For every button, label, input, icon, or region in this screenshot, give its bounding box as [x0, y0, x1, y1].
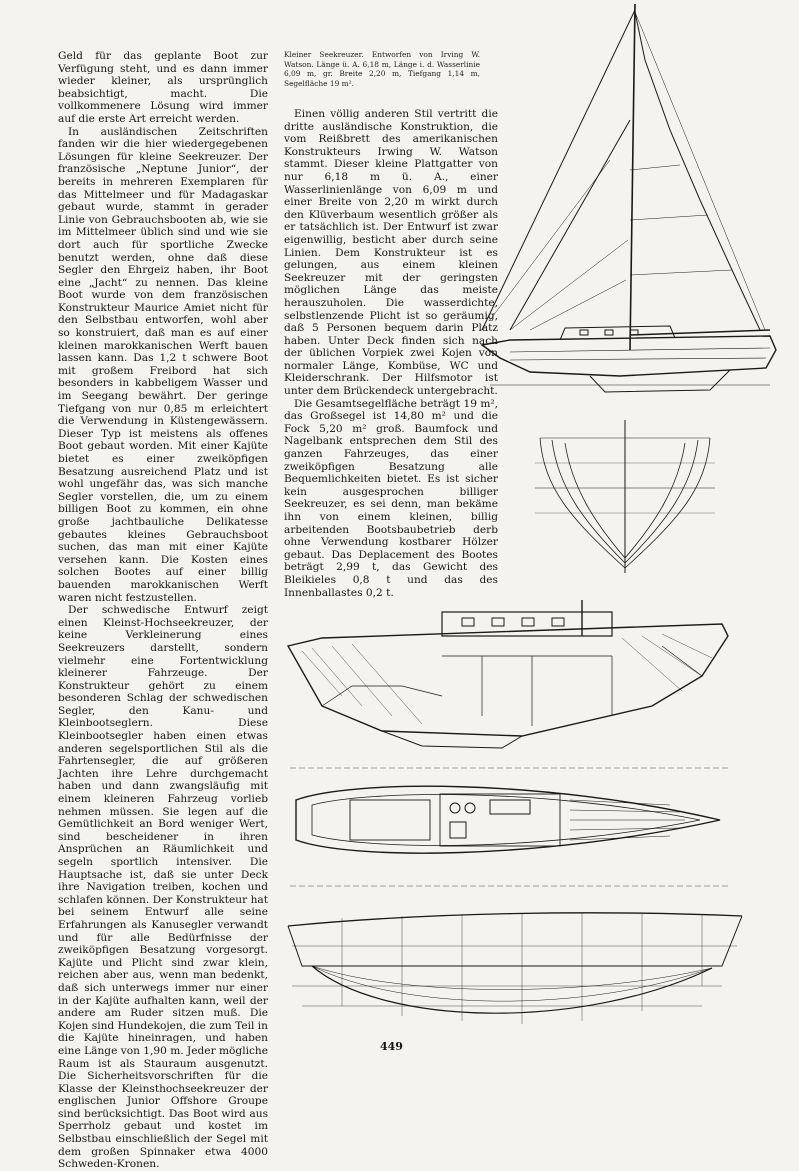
paragraph-watson-design: Einen völlig anderen Stil vertritt die dritte ausländische Konstruktion, die vom Reißbrett des amerikanischen Konstrukteurs Irwing W. Watson stammt. Dieser kleine Plattgatter von nur 6,18 m ü. A., einer Wasserlinienlänge von 6,09 m und einer Breite von 2,20 m wirkt durch den Klüverbaum wesentlich größer als er tatsächlich ist. Der Entwurf ist zwar eigenwillig, besticht aber durch seine Linien. Dem Konstrukteur ist es gelungen, aus einem kleinen Seekreuzer mit der geringsten möglichen Länge das meiste herauszuholen. Die wasserdichte, selbstlenzende Plicht ist so geräumig, daß 5 Personen bequem darin Platz haben. Unter Deck finden sich nach der üblichen Vorpiek zwei Kojen von normaler Länge, Kombüse, WC und Kleiderschrank. Der Hilfsmotor ist unter dem Brückendeck untergebracht.	[284, 108, 498, 398]
paragraph-neptune-junior: In ausländischen Zeitschriften fanden wir die hier wiedergegebenen Lösungen für kleine Seekreuzer. Der französische „Neptune Junior“, der bereits in mehreren Exemplaren für das Mittelmeer und für Madagaskar gebaut wurde, stammt in gerader Linie von Gebrauchsbooten ab, wie sie im Mittelmeer üblich sind und wie sie dort auch für sportliche Zwecke benutzt werden, ohne daß diese Segler den Ehrgeiz haben, ihr Boot eine „Jacht“ zu nennen. Das kleine Boot wurde von dem französischen Konstrukteur Maurice Amiet nicht für den Selbstbau entworfen, wohl aber so konstruiert, daß man es auf einer kleinen marokkanischen Werft bauen lassen kann. Das 1,2 t schwere Boot mit großem Freibord hat sich besonders in kabbeligem Wasser und im Seegang bewährt. Der geringe Tiefgang von nur 0,85 m erleichtert die Verwendung in Küstengewässern. Dieser Typ ist meistens als offenes Boot gebaut worden. Mit einer Kajüte bietet es einer zweiköpfigen Besatzung ausreichend Platz und ist wohl ungefähr das, was sich manche Segler vorstellen, die, um zu einem billigen Boot zu kommen, ein ohne große jachtbauliche Delikatesse gebautes kleines Gebrauchsboot suchen, das man mit einer Kajüte versehen kann. Die Kosten eines solchen Bootes auf einer billig bauenden marokkanischen Werft waren nicht festzustellen.	[58, 125, 268, 604]
paragraph-sail-area: Die Gesamtsegelfläche beträgt 19 m², das Großsegel ist 14,80 m² und die Fock 5,20 m² groß. Baumfock und Nagelbank entsprechen dem Stil des ganzen Fahrzeuges, das einer zweiköpfigen Besatzung alle Bequemlichkeiten bietet. Es ist sicher kein ausgesprochen billiger Seekreuzer, es sei denn, man bekäme ihn von einem kleinen, billig arbeitenden Bootsbaubetrieb derb ohne Verwendung kostbarer Hölzer gebaut. Das Deplacement des Bootes beträgt 2,99 t, das Gewicht des Bleikieles 0,8 t und das des Innenballastes 0,2 t.	[284, 397, 498, 599]
left-text-column	[58, 50, 268, 1171]
hull-sections-drawing	[530, 418, 720, 578]
paragraph-intro: Geld für das geplante Boot zur Verfügung steht, und es dann immer wieder kleiner, als ursprünglich beabsichtigt, macht. Die vollkommenere Lösung wird immer auf die erste Art erreicht werden.	[58, 50, 268, 125]
deck-plan-drawing	[290, 760, 730, 894]
page-number: 449	[380, 1040, 403, 1053]
figure-caption: Kleiner Seekreuzer. Entworfen von Irving W. Watson. Länge ü. A. 6,18 m, Länge i. d. Wasserlinie 6,09 m, gr. Breite 2,20 m, Tiefgang 1,14 m, Segelfläche 19 m².	[284, 50, 480, 88]
lines-plan-drawing	[282, 906, 752, 1036]
middle-text-column	[284, 108, 498, 599]
sail-plan-drawing	[470, 0, 799, 395]
interior-profile-drawing	[282, 596, 752, 756]
paragraph-swedish-design: Der schwedische Entwurf zeigt einen Kleinst-Hochseekreuzer, der keine Verkleinerung eines Seekreuzers darstellt, sondern vielmehr eine Fortentwicklung kleinerer Fahrzeuge. Der Konstrukteur gehört zu einem besonderen Schlag der schwedischen Segler, den Kanu- und Kleinbootseglern. Diese Kleinbootsegler haben einen etwas anderen segelsportlichen Stil als die Fahrtensegler, die auf größeren Jachten ihre Lehre durchgemacht haben und dann zwangsläufig mit einem kleineren Fahrzeug vorlieb nehmen müssen. Sie legen auf die Gemütlichkeit an Bord weniger Wert, sind bescheidener in ihren Ansprüchen an Räumlichkeit und segeln sportlich intensiver. Die Hauptsache ist, daß sie unter Deck ihre Navigation treiben, kochen und schlafen können. Der Konstrukteur hat bei seinem Entwurf alle seine Erfahrungen als Kanusegler verwandt und für alle Bedürfnisse der zweiköpfigen Besatzung vorgesorgt. Kajüte und Plicht sind zwar klein, reichen aber aus, wenn man bedenkt, daß sich unterwegs immer nur einer in der Kajüte aufhalten kann, weil der andere am Ruder sitzen muß. Die Kojen sind Hundekojen, die zum Teil in die Kajüte hineinragen, und haben eine Länge von 1,90 m. Jeder mögliche Raum ist als Stauraum ausgenutzt. Die Sicherheitsvorschriften für die Klasse der Kleinsthochseekreuzer der englischen Junior Offshore Groupe sind berücksichtigt. Das Boot wird aus Sperrholz gebaut und kostet im Selbstbau einschließlich der Segel mit dem großen Spinnaker etwa 4000 Schweden-Kronen.	[58, 604, 269, 1171]
